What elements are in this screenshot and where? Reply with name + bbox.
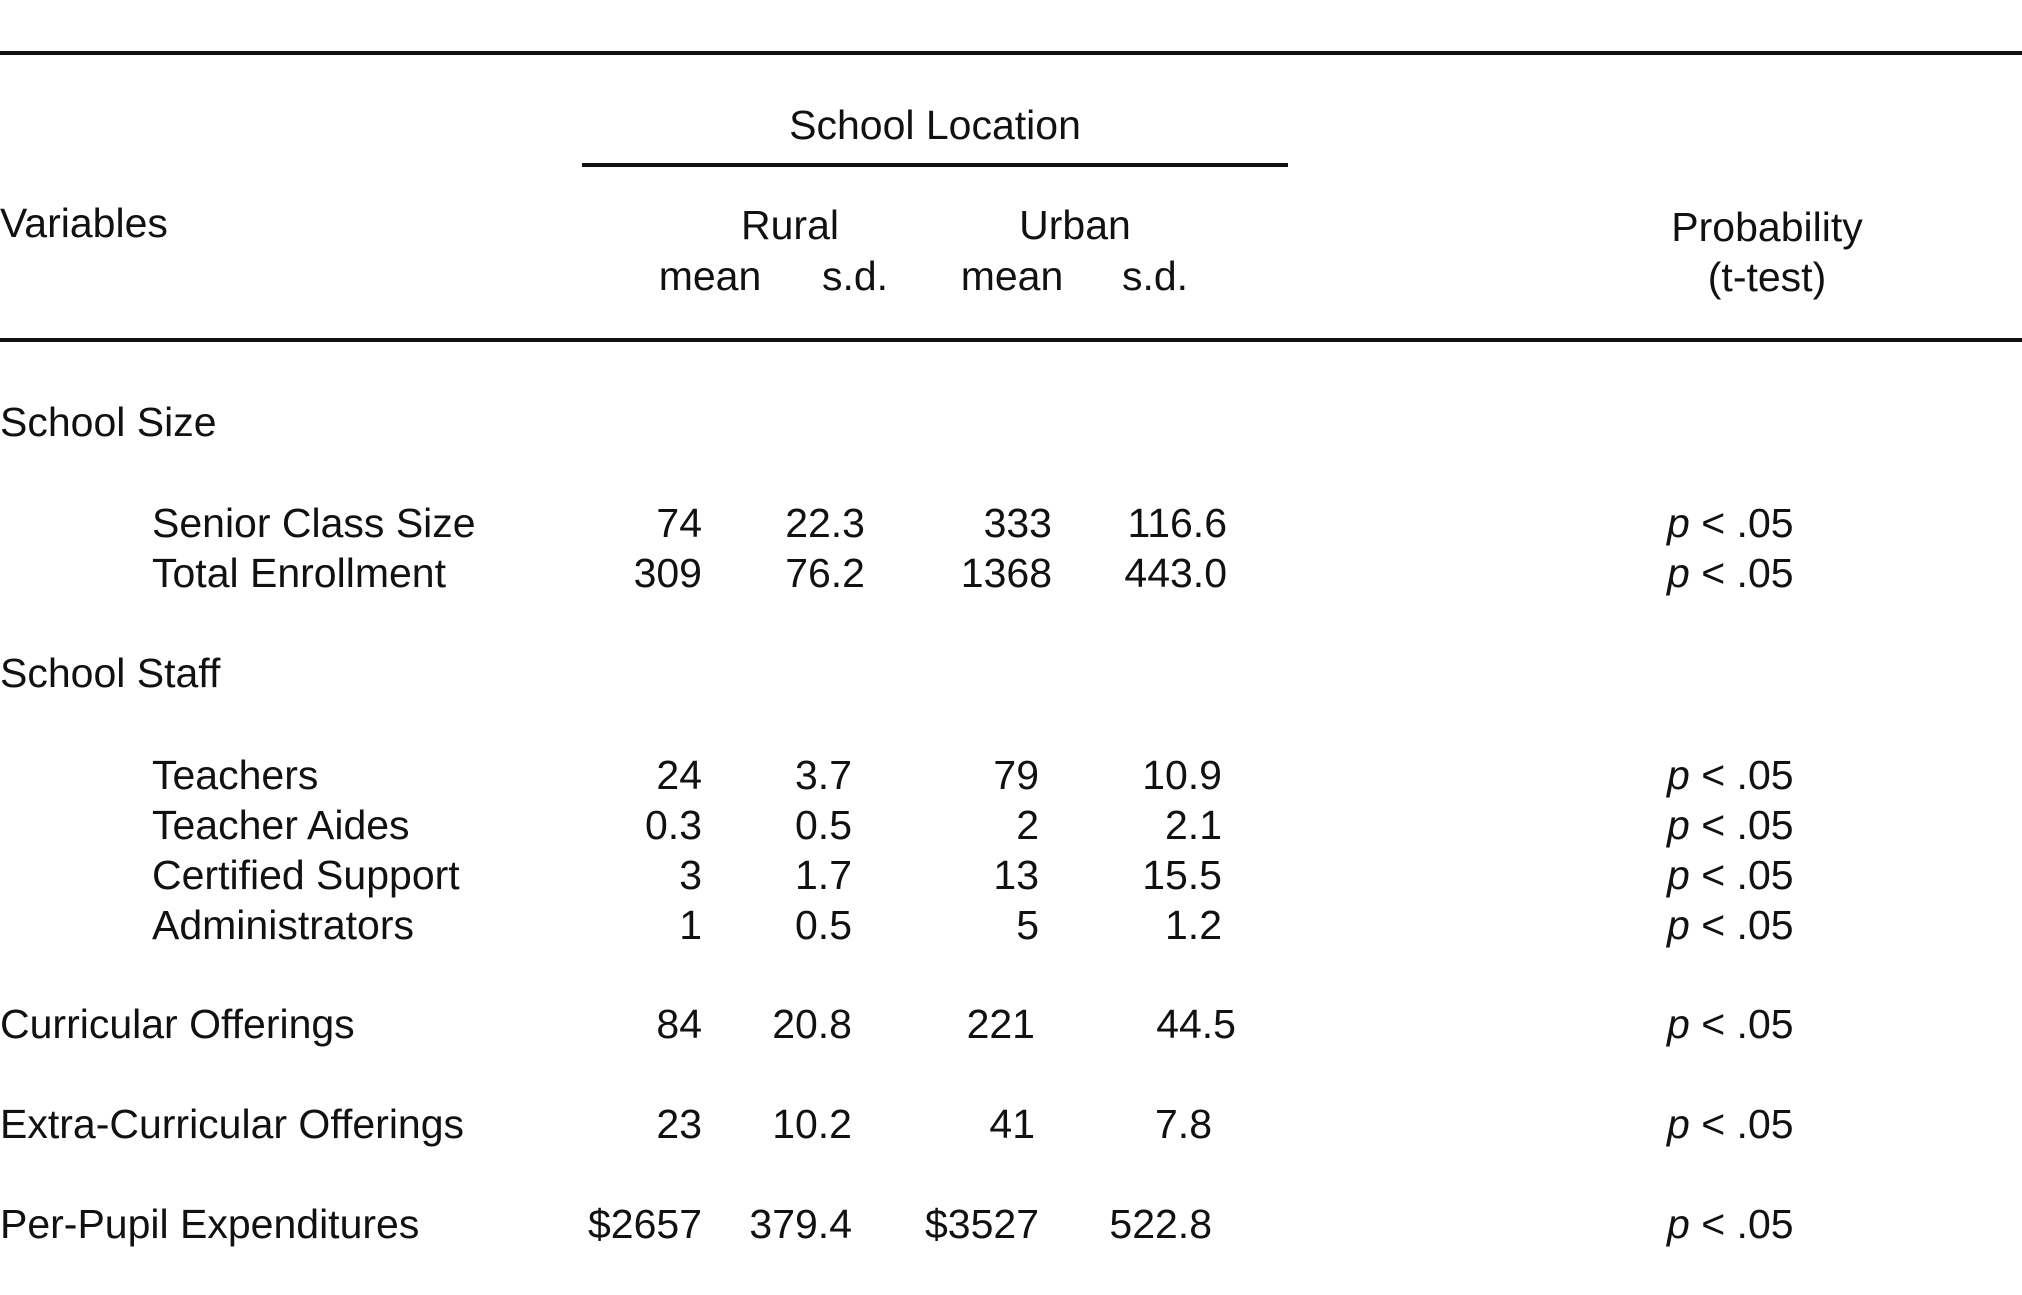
section-title-school-staff: School Staff	[0, 650, 221, 696]
rural-mean: 74	[656, 500, 702, 546]
top-rule	[0, 51, 2022, 55]
urban-sd: 10.9	[1142, 752, 1222, 798]
probability-value	[1667, 499, 1794, 547]
school-location-header: School Location	[789, 102, 1081, 148]
probability-value	[1667, 549, 1794, 597]
row-label: Total Enrollment	[152, 550, 446, 596]
urban-mean: $3527	[924, 1201, 1039, 1247]
urban-sd: 44.5	[1156, 1001, 1236, 1047]
urban-mean: 13	[993, 852, 1039, 898]
urban-header: Urban	[1019, 202, 1131, 248]
row-label: Teachers	[152, 752, 319, 798]
p-symbol: p	[1667, 802, 1690, 848]
significance: < .05	[1701, 902, 1794, 948]
p-symbol: p	[1667, 752, 1690, 798]
row-label: Teacher Aides	[152, 802, 410, 848]
ttest-header: (t-test)	[1707, 254, 1827, 300]
significance: < .05	[1701, 1201, 1794, 1247]
row-label: Certified Support	[152, 852, 460, 898]
p-symbol: p	[1667, 852, 1690, 898]
table-row	[0, 751, 2022, 799]
probability-value	[1667, 1200, 1794, 1248]
urban-sd-header: s.d.	[1121, 253, 1189, 299]
urban-mean-header: mean	[960, 253, 1064, 299]
p-symbol: p	[1667, 500, 1690, 546]
table-row	[0, 851, 2022, 899]
significance: < .05	[1701, 1001, 1794, 1047]
rural-mean: $2657	[587, 1201, 702, 1247]
p-symbol: p	[1667, 902, 1690, 948]
row-label: Senior Class Size	[152, 500, 476, 546]
rural-mean: 1	[679, 902, 702, 948]
probability-value	[1667, 1100, 1794, 1148]
rural-mean: 0.3	[645, 802, 702, 848]
rural-sd: 379.4	[749, 1201, 852, 1247]
probability-value	[1667, 801, 1794, 849]
urban-mean: 79	[993, 752, 1039, 798]
rural-header: Rural	[741, 202, 839, 248]
school-location-rule	[582, 163, 1288, 167]
probability-value	[1667, 851, 1794, 899]
row-label: Extra-Curricular Offerings	[0, 1101, 465, 1147]
significance: < .05	[1701, 852, 1794, 898]
p-symbol: p	[1667, 1001, 1690, 1047]
urban-sd: 443.0	[1124, 550, 1227, 596]
urban-sd: 15.5	[1142, 852, 1222, 898]
rural-sd: 76.2	[785, 550, 865, 596]
variables-header: Variables	[0, 200, 168, 246]
significance: < .05	[1701, 802, 1794, 848]
rural-mean: 23	[656, 1101, 702, 1147]
urban-mean: 1368	[960, 550, 1052, 596]
probability-header: Probability	[1671, 204, 1863, 250]
urban-sd: 7.8	[1155, 1101, 1212, 1147]
rural-sd: 3.7	[795, 752, 852, 798]
table-row	[0, 1000, 2022, 1048]
rural-mean: 3	[679, 852, 702, 898]
urban-mean: 2	[1016, 802, 1039, 848]
rural-mean: 84	[656, 1001, 702, 1047]
rural-sd: 10.2	[772, 1101, 852, 1147]
probability-value	[1667, 1000, 1794, 1048]
table-row	[0, 549, 2022, 597]
rural-mean-header: mean	[658, 253, 762, 299]
table-row	[0, 901, 2022, 949]
urban-mean: 333	[983, 500, 1052, 546]
table-row	[0, 1100, 2022, 1148]
row-label: Administrators	[152, 902, 415, 948]
rural-sd: 0.5	[795, 902, 852, 948]
table-row	[0, 801, 2022, 849]
urban-sd: 522.8	[1109, 1201, 1212, 1247]
row-label: Per-Pupil Expenditures	[0, 1201, 420, 1247]
rural-sd: 1.7	[795, 852, 852, 898]
urban-mean: 5	[1016, 902, 1039, 948]
rural-sd: 22.3	[785, 500, 865, 546]
rural-mean: 24	[656, 752, 702, 798]
significance: < .05	[1701, 550, 1794, 596]
section-title-school-size: School Size	[0, 399, 217, 445]
significance: < .05	[1701, 1101, 1794, 1147]
urban-sd: 2.1	[1165, 802, 1222, 848]
probability-value	[1667, 751, 1794, 799]
p-symbol: p	[1667, 550, 1690, 596]
rural-sd: 20.8	[772, 1001, 852, 1047]
significance: < .05	[1701, 752, 1794, 798]
urban-sd: 1.2	[1165, 902, 1222, 948]
p-symbol: p	[1667, 1101, 1690, 1147]
probability-value	[1667, 901, 1794, 949]
header-bottom-rule	[0, 338, 2022, 342]
table-row	[0, 1200, 2022, 1248]
significance: < .05	[1701, 500, 1794, 546]
rural-sd: 0.5	[795, 802, 852, 848]
urban-mean: 221	[966, 1001, 1035, 1047]
rural-mean: 309	[633, 550, 702, 596]
urban-mean: 41	[989, 1101, 1035, 1147]
row-label: Curricular Offerings	[0, 1001, 355, 1047]
rural-sd-header: s.d.	[821, 253, 889, 299]
urban-sd: 116.6	[1127, 500, 1227, 546]
table-row	[0, 499, 2022, 547]
p-symbol: p	[1667, 1201, 1690, 1247]
